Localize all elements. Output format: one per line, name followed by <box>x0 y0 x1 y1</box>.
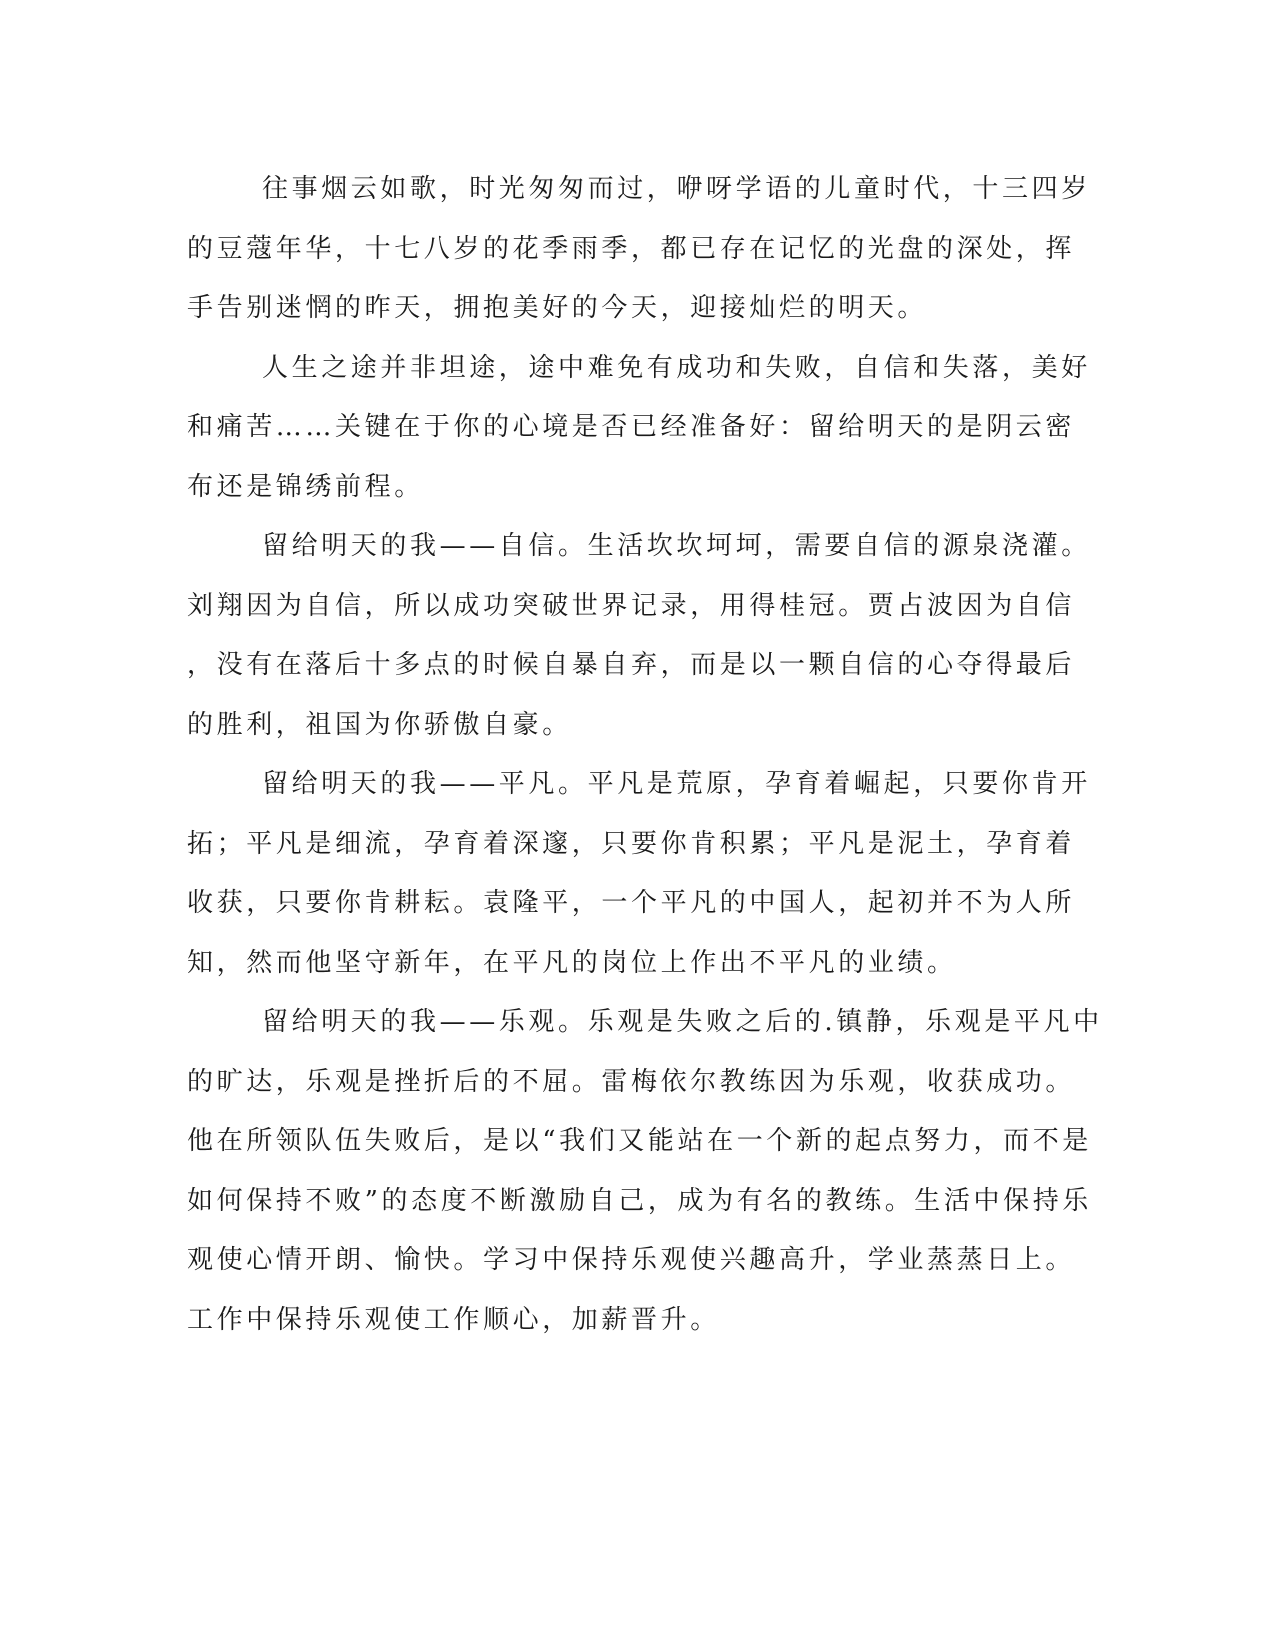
paragraph-2-line-3: 布还是锦绣前程。 <box>187 471 424 502</box>
paragraph-5-line-1: 留给明天的我——乐观。乐观是失败之后的.镇静，乐观是平凡中 <box>262 1007 1103 1037</box>
paragraph-4-line-3: 收获，只要你肯耕耘。袁隆平，一个平凡的中国人，起初并不为人所 <box>187 888 1076 918</box>
paragraph-5-line-3: 他在所领队伍失败后，是以“我们又能站在一个新的起点努力，而不是 <box>187 1126 1092 1156</box>
paragraph-5-line-4: 如何保持不败”的态度不断激励自己，成为有名的教练。生活中保持乐 <box>187 1185 1092 1216</box>
paragraph-2-line-1: 人生之途并非坦途，途中难免有成功和失败，自信和失落，美好 <box>262 352 1091 383</box>
document-body <box>187 160 1103 1350</box>
paragraph-3-line-2: 刘翔因为自信，所以成功突破世界记录，用得桂冠。贾占波因为自信 <box>187 590 1076 621</box>
paragraph-1-line-1: 往事烟云如歌，时光匆匆而过，咿呀学语的儿童时代，十三四岁 <box>262 174 1091 204</box>
paragraph-5-line-5: 观使心情开朗、愉快。学习中保持乐观使兴趣高升，学业蒸蒸日上。 <box>187 1245 1076 1275</box>
paragraph-2-line-2: 和痛苦……关键在于你的心境是否已经准备好：留给明天的是阴云密 <box>187 412 1076 442</box>
paragraph-1-line-3: 手告别迷惘的昨天，拥抱美好的今天，迎接灿烂的明天。 <box>187 293 928 323</box>
paragraph-3-line-4: 的胜利，祖国为你骄傲自豪。 <box>187 709 572 740</box>
paragraph-5-line-6: 工作中保持乐观使工作顺心，加薪晋升。 <box>187 1304 720 1335</box>
paragraph-3-line-1: 留给明天的我——自信。生活坎坎坷坷，需要自信的源泉浇灌。 <box>262 531 1091 561</box>
paragraph-4-line-1: 留给明天的我——平凡。平凡是荒原，孕育着崛起，只要你肯开 <box>262 769 1091 799</box>
paragraph-1-line-2: 的豆蔻年华，十七八岁的花季雨季，都已存在记忆的光盘的深处，挥 <box>187 233 1076 264</box>
paragraph-5-line-2: 的旷达，乐观是挫折后的不屈。雷梅依尔教练因为乐观，收获成功。 <box>187 1066 1076 1097</box>
paragraph-3-line-3: ，没有在落后十多点的时候自暴自弃，而是以一颗自信的心夺得最后 <box>187 650 1076 680</box>
paragraph-4-line-2: 拓；平凡是细流，孕育着深邃，只要你肯积累；平凡是泥土，孕育着 <box>187 828 1076 859</box>
paragraph-4-line-4: 知，然而他坚守新年，在平凡的岗位上作出不平凡的业绩。 <box>187 947 957 978</box>
